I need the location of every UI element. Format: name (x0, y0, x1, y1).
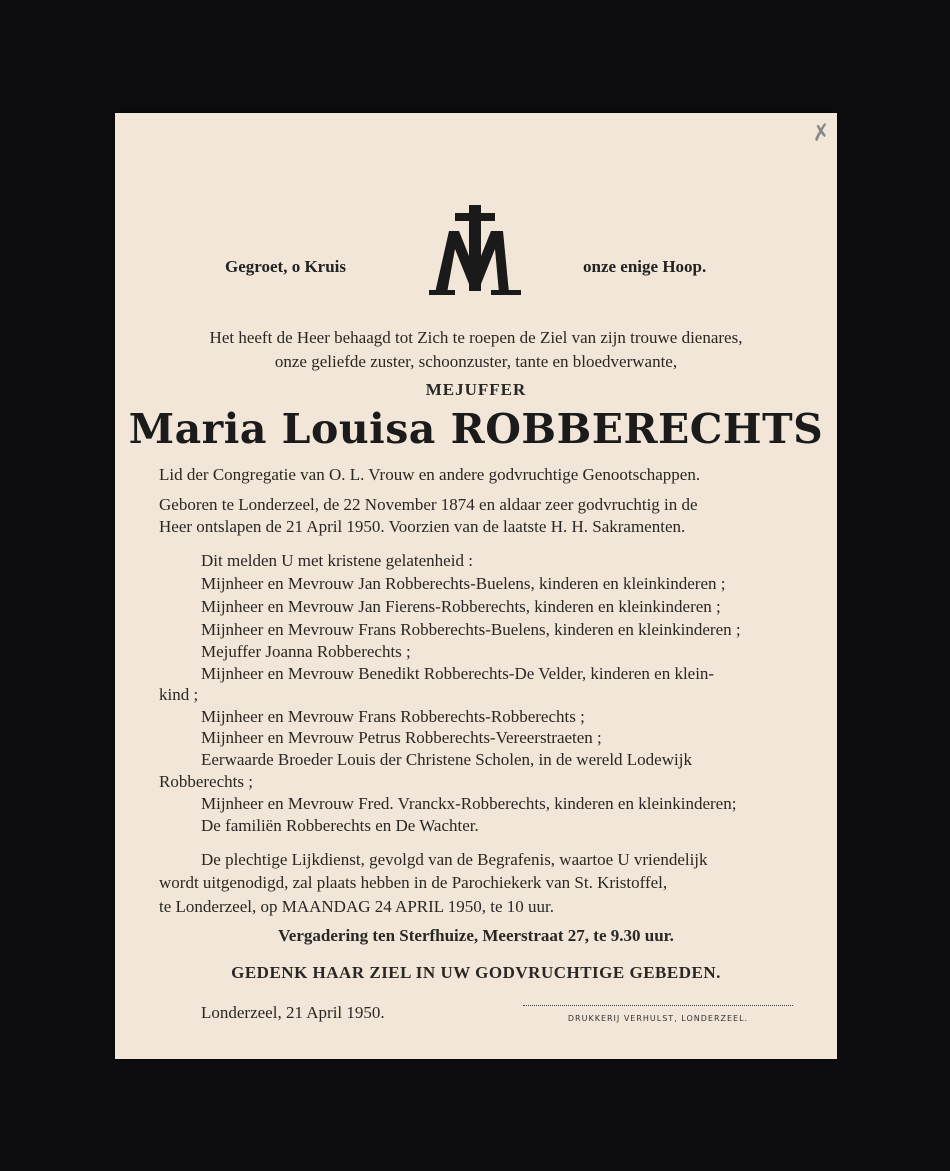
death-notice-card (115, 113, 837, 1059)
family-line: Mijnheer en Mevrouw Petrus Robberechts-Vereerstraeten ; (201, 728, 602, 747)
birth-line-1: Geboren te Londerzeel, de 22 November 1874 en aldaar zeer godvruchtig in de (159, 495, 698, 514)
membership-line: Lid der Congregatie van O. L. Vrouw en andere godvruchtige Genootschappen. (159, 465, 701, 484)
service-line-1: De plechtige Lijkdienst, gevolgd van de Begrafenis, waartoe U vriendelijk (201, 850, 708, 869)
family-line: Mijnheer en Mevrouw Frans Robberechts-Robberechts ; (201, 707, 585, 726)
deceased-name: Maria Louisa ROBBERECHTS (128, 405, 824, 453)
place-date: Londerzeel, 21 April 1950. (201, 1003, 385, 1022)
pencil-mark: ✗ (810, 119, 833, 148)
announce-line: Dit melden U met kristene gelatenheid : (201, 551, 473, 570)
family-line: Mejuffer Joanna Robberechts ; (201, 642, 411, 661)
family-line: Eerwaarde Broeder Louis der Christene Scholen, in de wereld Lodewijk (201, 750, 692, 769)
service-line-2: wordt uitgenodigd, zal plaats hebben in de Parochiekerk van St. Kristoffel, (159, 873, 668, 892)
printer-credit: DRUKKERIJ VERHULST, LONDERZEEL. (567, 1014, 749, 1023)
family-line: De familiën Robberechts en De Wachter. (201, 816, 479, 835)
family-line: Mijnheer en Mevrouw Frans Robberechts-Buelens, kinderen en kleinkinderen ; (201, 620, 741, 639)
intro-line-2: onze geliefde zuster, schoonzuster, tante en bloedverwante, (274, 352, 678, 371)
intro-line-1: Het heeft de Heer behaagd tot Zich te roepen de Ziel van zijn trouwe dienares, (209, 328, 743, 347)
family-line: kind ; (159, 685, 199, 704)
birth-line-2: Heer ontslapen de 21 April 1950. Voorzien van de laatste H. H. Sakramenten. (159, 517, 686, 536)
dotted-divider (523, 1005, 793, 1006)
family-line: Mijnheer en Mevrouw Jan Fierens-Robberechts, kinderen en kleinkinderen ; (201, 597, 721, 616)
prayer-line: GEDENK HAAR ZIEL IN UW GODVRUCHTIGE GEBEDEN. (231, 963, 721, 982)
family-line: Mijnheer en Mevrouw Jan Robberechts-Buelens, kinderen en kleinkinderen ; (201, 574, 726, 593)
family-line: Mijnheer en Mevrouw Fred. Vranckx-Robberechts, kinderen en kleinkinderen; (201, 794, 737, 813)
service-line-3: te Londerzeel, op MAANDAG 24 APRIL 1950, te 10 uur. (159, 897, 555, 916)
card-header (115, 201, 837, 301)
cross-m-monogram-icon (425, 201, 525, 301)
family-line: Robberechts ; (159, 772, 253, 791)
motto-right: onze enige Hoop. (583, 257, 707, 276)
family-line: Mijnheer en Mevrouw Benedikt Robberechts-De Velder, kinderen en klein- (201, 664, 715, 683)
meeting-line: Vergadering ten Sterfhuize, Meerstraat 27, te 9.30 uur. (278, 926, 674, 945)
motto-left: Gegroet, o Kruis (225, 257, 347, 276)
title-mejuffer: MEJUFFER (425, 380, 527, 399)
